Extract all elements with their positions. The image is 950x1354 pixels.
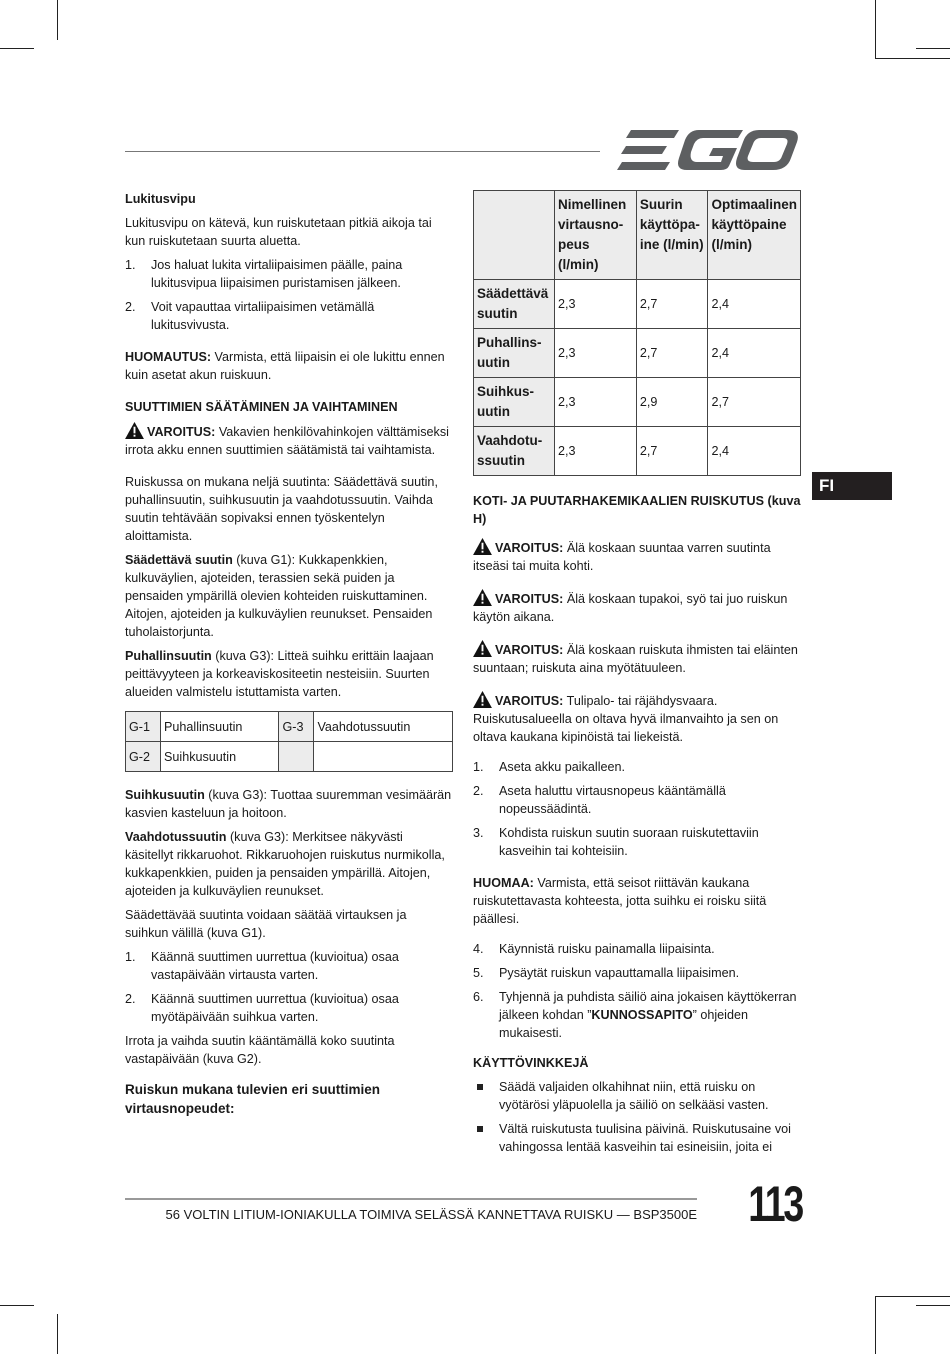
table-header-row <box>474 191 801 280</box>
adjust-intro: Säädettävää suutinta voidaan säätää virtauksen ja suihkun välillä (kuva G1). <box>125 908 407 940</box>
foam-paragraph: Vaahdotussuutin (kuva G3): Merkitsee näkyvästi käsitellyt rikkaruohot. Rikkaruohojen ruiskutus nurmikolla, kukkapenkkien, puiden ja pensaiden ympärillä. Aitojen, ajoteiden ja kulkuväylien reunukset. <box>125 830 445 898</box>
list-item: 1. Käännä suuttimen uurrettua (kuvioitua) osaa vastapäivään virtausta varten. <box>125 950 399 982</box>
footer-rule <box>125 1198 697 1200</box>
table-cell: 2,3 <box>554 329 636 378</box>
jet-paragraph: Suihkusuutin (kuva G3): Tuottaa suuremman vesimäärän kasvien kasteluun ja hoitoon. <box>125 788 452 820</box>
list-item: Vältä ruiskutusta tuulisina päivinä. Ruiskutusaine voi vahingossa lentää kasveihin tai esineisiin, joita ei <box>473 1120 801 1156</box>
table-cell: 2,9 <box>636 378 708 427</box>
list-item: 5. Pysäytät ruiskun vapauttamalla liipaisimen. <box>473 966 740 980</box>
crop-mark <box>57 0 58 40</box>
crop-mark <box>0 1305 34 1306</box>
note-paragraph: HUOMAA: Varmista, että seisot riittävän kaukana ruiskutettavasta kohteesta, jotta suihku ei roisku siitä päällesi. <box>473 876 767 926</box>
table-cell: 2,3 <box>554 378 636 427</box>
table-cell: 2,7 <box>636 329 708 378</box>
list-item: 6. Tyhjennä ja puhdista säiliö aina jokaisen käyttökerran jälkeen kohdan ”KUNNOSSAPITO” ohjeiden mukaisesti. <box>473 990 797 1040</box>
warning-paragraph: VAROITUS: Älä koskaan tupakoi, syö tai juo ruiskun käytön aikana. <box>473 589 801 626</box>
crop-mark <box>916 1305 950 1306</box>
warning-icon <box>473 640 492 657</box>
lock-steps <box>125 256 453 334</box>
flow-rate-table <box>473 190 801 476</box>
flow-heading: Ruiskun mukana tulevien eri suuttimien virtausnopeudet: <box>125 1082 381 1116</box>
table-cell: 2,7 <box>636 280 708 329</box>
footer-title: 56 VOLTIN LITIUM-IONIAKULLA TOIMIVA SELÄSSÄ KANNETTAVA RUISKU — BSP3500E <box>165 1207 697 1222</box>
list-item: 2. Aseta haluttu virtausnopeus kääntämällä nopeussäädintä. <box>473 784 726 816</box>
table-cell: G-3 <box>279 712 314 742</box>
figure-legend-table <box>125 711 453 772</box>
table-row <box>474 427 801 476</box>
table-cell: 2,4 <box>708 427 801 476</box>
crop-mark <box>875 1296 950 1297</box>
list-item: 2. Voit vapauttaa virtaliipaisimen vetämällä lukitusvivusta. <box>125 300 375 332</box>
right-column <box>473 190 801 1162</box>
table-header <box>474 191 555 280</box>
language-tab: FI <box>812 472 892 500</box>
row-header: Suihkus-uutin <box>474 378 555 427</box>
warning-icon <box>473 589 492 606</box>
header-rule <box>125 151 600 152</box>
table-header: Optimaalinen käyttöpaine (l/min) <box>708 191 801 280</box>
table-row <box>474 329 801 378</box>
warning-paragraph: VAROITUS: Tulipalo- tai räjähdysvaara. Ruiskutusalueella on oltava hyvä ilmanvaihto ja sen on oltava kaukana kipinöistä tai liekeistä. <box>473 691 801 746</box>
ego-logo <box>617 126 799 174</box>
remove-paragraph: Irrota ja vaihda suutin kääntämällä koko suutinta vastapäivään (kuva G2). <box>125 1034 395 1066</box>
crop-mark <box>916 48 950 49</box>
table-cell: Vaahdotussuutin <box>314 712 453 742</box>
table-row <box>126 712 453 742</box>
table-cell: 2,3 <box>554 427 636 476</box>
warning-paragraph: VAROITUS: Vakavien henkilövahinkojen välttämiseksi irrota akku ennen suuttimien säätämistä tai vaihtamista. <box>125 422 453 459</box>
lock-intro: Lukitusvipu on kätevä, kun ruiskutetaan pitkiä aikoja tai kun ruiskutetaan suurta aluetta. <box>125 216 432 248</box>
adjust-steps <box>125 948 453 1026</box>
table-cell <box>314 742 453 772</box>
warning-icon <box>125 422 144 439</box>
row-header: Vaahdotu-ssuutin <box>474 427 555 476</box>
table-cell: 2,7 <box>708 378 801 427</box>
list-item: Säädä valjaiden olkahihnat niin, että ruisku on vyötärösi yläpuolella ja säiliö on selkääsi vasten. <box>473 1078 801 1114</box>
table-header: Nimellinen virtausno-peus (l/min) <box>554 191 636 280</box>
table-header: Suurin käyttöpa-ine (l/min) <box>636 191 708 280</box>
warning-icon <box>473 538 492 555</box>
row-header: Säädettävä suutin <box>474 280 555 329</box>
page-number: 113 <box>748 1176 802 1232</box>
blower-paragraph: Puhallinsuutin (kuva G3): Litteä suihku erittäin laajaan peittävyyteen ja korkeaviskositeetin nesteisiin. Suurten alueiden valmistelu istuttamista varten. <box>125 649 434 699</box>
crop-mark <box>875 0 876 58</box>
table-cell: Suihkusuutin <box>161 742 279 772</box>
table-row <box>474 378 801 427</box>
crop-mark <box>57 1314 58 1354</box>
table-cell: 2,3 <box>554 280 636 329</box>
warning-icon <box>473 691 492 708</box>
adjustable-paragraph: Säädettävä suutin (kuva G1): Kukkapenkkien, kulkuväylien, ajoteiden, terassien sekä puiden ja pensaiden ympärillä olevien kohteiden ruiskuttaminen. Aitojen, ajoteiden ja kulkuväylien reunukset. Pensaiden tuholaistorjunta. <box>125 553 433 639</box>
usage-steps-continued <box>473 940 801 1042</box>
list-item: 4. Käynnistä ruisku painamalla liipaisinta. <box>473 942 715 956</box>
table-cell: Puhallinsuutin <box>161 712 279 742</box>
left-column <box>125 190 453 1124</box>
table-cell <box>279 742 314 772</box>
list-item: 1. Jos haluat lukita virtaliipaisimen päälle, paina lukitusvipua liipaisimen puristamisen jälkeen. <box>125 258 403 290</box>
tips-list <box>473 1078 801 1156</box>
table-cell: 2,7 <box>636 427 708 476</box>
chem-heading: KOTI- JA PUUTARHAKEMIKAALIEN RUISKUTUS (kuva H) <box>473 494 801 526</box>
note-paragraph: HUOMAUTUS: Varmista, että liipaisin ei ole lukittu ennen kuin asetat akun ruiskuun. <box>125 350 445 382</box>
bullet-icon <box>477 1126 483 1132</box>
tips-heading: KÄYTTÖVINKKEJÄ <box>473 1056 589 1070</box>
crop-mark <box>875 1296 876 1354</box>
warning-paragraph: VAROITUS: Älä koskaan ruiskuta ihmisten tai eläinten suuntaan; ruiskuta aina myötätuuleen. <box>473 640 801 677</box>
row-header: Puhallins-uutin <box>474 329 555 378</box>
list-item: 1. Aseta akku paikalleen. <box>473 760 626 774</box>
list-item: 3. Kohdista ruiskun suutin suoraan ruiskutettaviin kasveihin tai kohteisiin. <box>473 826 759 858</box>
crop-mark <box>875 58 950 59</box>
nozzle-heading: SUUTTIMIEN SÄÄTÄMINEN JA VAIHTAMINEN <box>125 400 398 414</box>
warning-paragraph: VAROITUS: Älä koskaan suuntaa varren suutinta itseäsi tai muita kohti. <box>473 538 801 575</box>
crop-mark <box>0 48 34 49</box>
table-cell: 2,4 <box>708 280 801 329</box>
usage-steps <box>473 758 801 860</box>
table-cell: 2,4 <box>708 329 801 378</box>
nozzle-intro: Ruiskussa on mukana neljä suutinta: Säädettävä suutin, puhallinsuutin, suihkusuutin ja vaahdotussuutin. Vaihda suutin tehtävään sopivaksi ennen työskentelyn aloittamista. <box>125 475 438 543</box>
list-item: 2. Käännä suuttimen uurrettua (kuvioitua) osaa myötäpäivään suihkua varten. <box>125 992 399 1024</box>
bullet-icon <box>477 1084 483 1090</box>
table-cell: G-1 <box>126 712 161 742</box>
lock-heading: Lukitusvipu <box>125 192 196 206</box>
table-row <box>474 280 801 329</box>
table-cell: G-2 <box>126 742 161 772</box>
table-row <box>126 742 453 772</box>
